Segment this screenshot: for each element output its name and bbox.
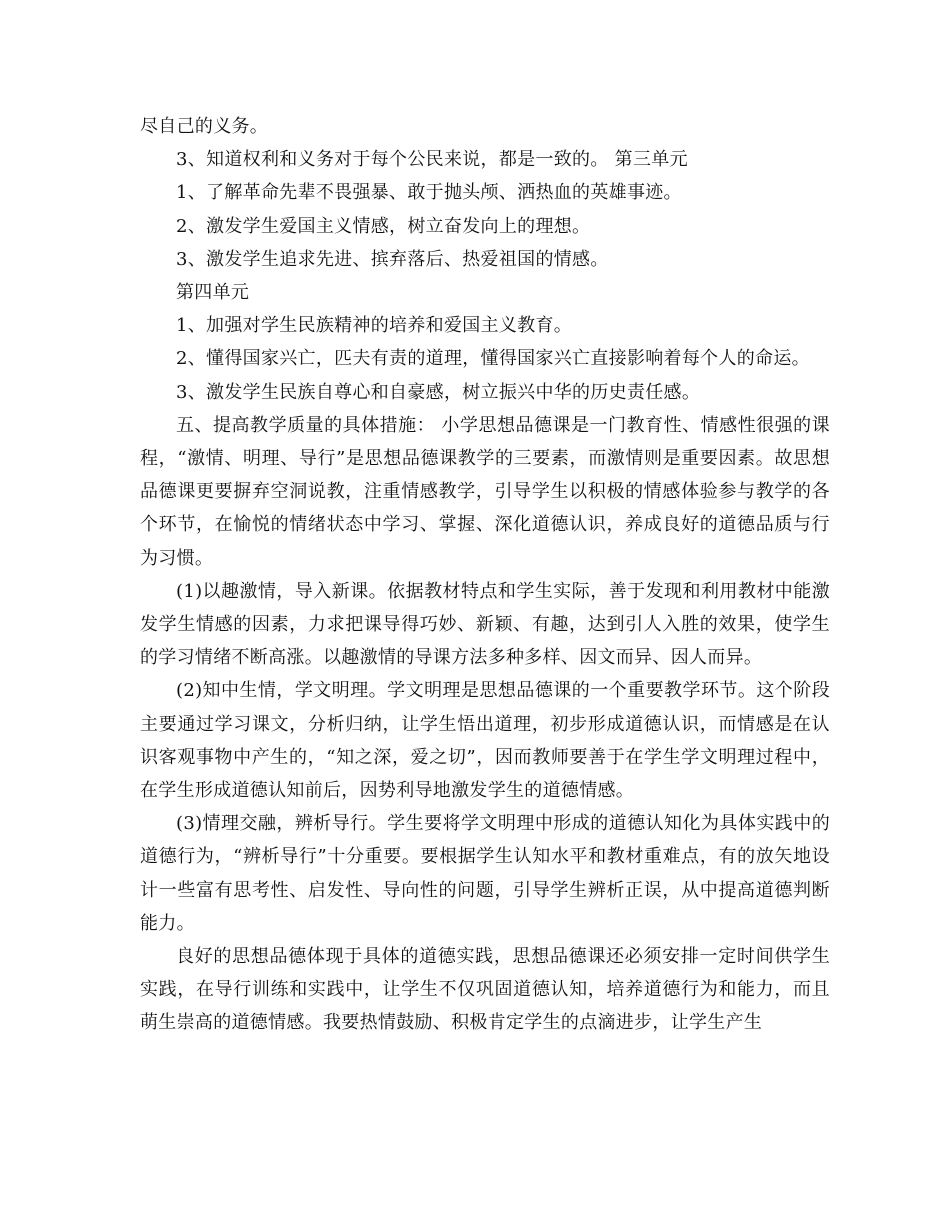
- paragraph: 3、激发学生民族自尊心和自豪感，树立振兴中华的历史责任感。: [176, 381, 701, 403]
- paragraph: 五、提高教学质量的具体措施： 小学思想品德课是一门教育性、情感性很强的课程，“激情、明理、导行”是思想品德课教学的三要素，而激情则是重要因素。故思想品德课更要摒弃空洞说教，注重情感教学，引导学生以积极的情感体验参与教学的各个环节，在愉悦的情绪状态中学习、掌握、深化道德认识，养成良好的道德品质与行为习惯。: [140, 414, 830, 569]
- paragraph: 3、知道权利和义务对于每个公民来说，都是一致的。 第三单元: [176, 149, 688, 171]
- paragraph: 3、激发学生追求先进、摈弃落后、热爱祖国的情感。: [176, 248, 609, 270]
- paragraph: 良好的思想品德体现于具体的道德实践，思想品德课还必须安排一定时间供学生实践，在导行训练和实践中，让学生不仅巩固道德认知，培养道德行为和能力，而且萌生崇高的道德情感。我要热情鼓励、积极肯定学生的点滴进步，让学生产生: [140, 946, 830, 1034]
- paragraph: 2、懂得国家兴亡，匹夫有责的道理，懂得国家兴亡直接影响着每个人的命运。: [176, 348, 810, 370]
- paragraph: (2)知中生情，学文明理。学文明理是思想品德课的一个重要教学环节。这个阶段主要通过学习课文，分析归纳，让学生悟出道理，初步形成道德认识，而情感是在认识客观事物中产生的，“知之深，爱之切”，因而教师要善于在学生学文明理过程中，在学生形成道德认知前后，因势利导地激发学生的道德情感。: [140, 680, 830, 802]
- document-body: [140, 110, 830, 1040]
- paragraph: (1)以趣激情，导入新课。依据教材特点和学生实际，善于发现和利用教材中能激发学生情感的因素，力求把课导得巧妙、新颖、有趣，达到引人入胜的效果，使学生的学习情绪不断高涨。以趣激情的导课方法多种多样、因文而异、因人而异。: [140, 580, 830, 669]
- paragraph: 1、了解革命先辈不畏强暴、敢于抛头颅、洒热血的英雄事迹。: [176, 182, 682, 204]
- paragraph: 1、加强对学生民族精神的培养和爱国主义教育。: [176, 315, 573, 337]
- paragraph: 尽自己的义务。: [140, 116, 269, 137]
- paragraph: 2、激发学生爱国主义情感，树立奋发向上的理想。: [176, 215, 591, 237]
- paragraph: (3)情理交融，辨析导行。学生要将学文明理中形成的道德认知化为具体实践中的道德行为，“辨析导行”十分重要。要根据学生认知水平和教材重难点，有的放矢地设计一些富有思考性、启发性、导向性的问题，引导学生辨析正误，从中提高道德判断能力。: [140, 813, 830, 934]
- section-heading: 第四单元: [176, 282, 250, 304]
